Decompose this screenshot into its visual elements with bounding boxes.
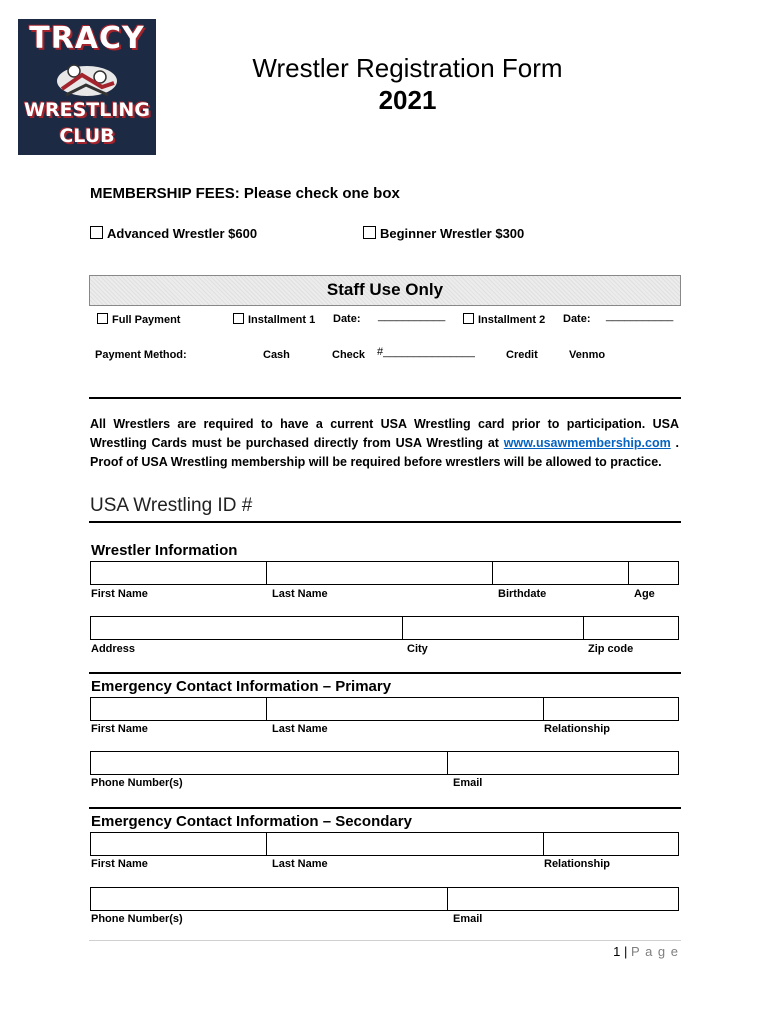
date2-label: Date: — [563, 313, 591, 325]
secondary-phone-field[interactable] — [90, 887, 448, 911]
staff-use-bar — [89, 275, 681, 306]
usa-wrestling-notice — [90, 415, 679, 472]
date1-blank[interactable]: ___________ — [378, 310, 446, 322]
installment2-option[interactable] — [463, 313, 545, 326]
primary-phone-label: Phone Number(s) — [91, 777, 183, 789]
wrestler-address-field[interactable] — [90, 616, 403, 640]
page-word: P a g e — [631, 944, 679, 959]
payment-cash: Cash — [263, 349, 290, 361]
wrestler-info-heading: Wrestler Information — [91, 542, 238, 559]
primary-relationship-field[interactable] — [543, 697, 679, 721]
wrestler-city-field[interactable] — [402, 616, 584, 640]
wrestler-age-field[interactable] — [628, 561, 679, 585]
primary-divider — [89, 672, 681, 674]
footer-rule — [89, 940, 681, 941]
option-advanced[interactable] — [90, 226, 257, 241]
full-payment-label: Full Payment — [112, 314, 181, 326]
usa-id-line[interactable] — [89, 521, 681, 523]
primary-last-name-field[interactable] — [266, 697, 544, 721]
staff-divider — [89, 397, 681, 399]
wrestler-age-label: Age — [634, 588, 655, 600]
installment1-label: Installment 1 — [248, 314, 316, 326]
payment-venmo: Venmo — [569, 349, 606, 361]
secondary-email-field[interactable] — [447, 887, 679, 911]
date1-label: Date: — [333, 313, 361, 325]
membership-heading: MEMBERSHIP FEES: Please check one box — [90, 185, 400, 202]
secondary-relationship-label: Relationship — [544, 858, 611, 870]
notice-text-2: . Proof of USA Wrestling membership will be required before wrestlers will be allowed to practice. — [90, 436, 679, 469]
wrestler-city-label: City — [407, 643, 428, 655]
primary-last-name-label: Last Name — [272, 723, 328, 735]
wrestlers-icon — [52, 57, 122, 101]
primary-email-field[interactable] — [447, 751, 679, 775]
page-separator: | — [624, 944, 628, 959]
primary-relationship-label: Relationship — [544, 723, 611, 735]
wrestler-first-name-field[interactable] — [90, 561, 267, 585]
logo-text-tracy: TRACY — [29, 21, 145, 56]
primary-email-label: Email — [453, 777, 483, 789]
notice-text-1: All Wrestlers are required to have a current USA Wrestling card prior to participation. USA Wrestling Cards must be purchased directly from USA Wrestling at — [90, 417, 679, 450]
primary-first-name-label: First Name — [91, 723, 148, 735]
payment-method-label: Payment Method: — [95, 349, 187, 361]
title-line-1: Wrestler Registration Form — [252, 53, 563, 83]
payment-check: Check — [332, 349, 366, 361]
option-beginner[interactable] — [363, 226, 524, 241]
secondary-first-name-label: First Name — [91, 858, 148, 870]
club-logo — [18, 19, 156, 155]
full-payment-option[interactable] — [97, 313, 180, 326]
secondary-relationship-field[interactable] — [543, 832, 679, 856]
secondary-email-label: Email — [453, 913, 483, 925]
secondary-last-name-label: Last Name — [272, 858, 328, 870]
installment2-checkbox[interactable] — [463, 313, 474, 324]
payment-credit: Credit — [506, 349, 538, 361]
wrestler-zip-field[interactable] — [583, 616, 679, 640]
usaw-membership-link[interactable]: www.usawmembership.com — [503, 436, 671, 450]
wrestler-birthdate-field[interactable] — [492, 561, 629, 585]
full-payment-checkbox[interactable] — [97, 313, 108, 324]
wrestler-first-name-label: First Name — [91, 588, 148, 600]
wrestler-last-name-label: Last Name — [272, 588, 328, 600]
advanced-checkbox[interactable] — [90, 226, 103, 239]
wrestler-zip-label: Zip code — [588, 643, 634, 655]
title-line-2: 2021 — [378, 85, 437, 115]
check-number-blank[interactable]: #_______________ — [377, 346, 475, 358]
primary-phone-field[interactable] — [90, 751, 448, 775]
logo-text-club: CLUB — [59, 125, 115, 147]
page-title — [160, 52, 655, 116]
secondary-first-name-field[interactable] — [90, 832, 267, 856]
option-beginner-label: Beginner Wrestler $300 — [380, 226, 525, 241]
installment2-label: Installment 2 — [478, 314, 546, 326]
primary-heading: Emergency Contact Information – Primary — [91, 678, 392, 695]
beginner-checkbox[interactable] — [363, 226, 376, 239]
installment1-option[interactable] — [233, 313, 315, 326]
secondary-phone-label: Phone Number(s) — [91, 913, 183, 925]
primary-first-name-field[interactable] — [90, 697, 267, 721]
secondary-last-name-field[interactable] — [266, 832, 544, 856]
date2-blank[interactable]: ___________ — [606, 310, 674, 322]
page-footer — [560, 944, 679, 959]
staff-use-heading: Staff Use Only — [326, 280, 444, 299]
option-advanced-label: Advanced Wrestler $600 — [107, 226, 258, 241]
secondary-divider — [89, 807, 681, 809]
page-number: 1 — [613, 944, 621, 959]
wrestler-last-name-field[interactable] — [266, 561, 493, 585]
logo-text-wrestling: WRESTLING — [24, 99, 150, 121]
secondary-heading: Emergency Contact Information – Secondary — [91, 813, 412, 830]
installment1-checkbox[interactable] — [233, 313, 244, 324]
usa-id-label: USA Wrestling ID # — [90, 495, 253, 516]
wrestler-birthdate-label: Birthdate — [498, 588, 547, 600]
wrestler-address-label: Address — [91, 643, 136, 655]
